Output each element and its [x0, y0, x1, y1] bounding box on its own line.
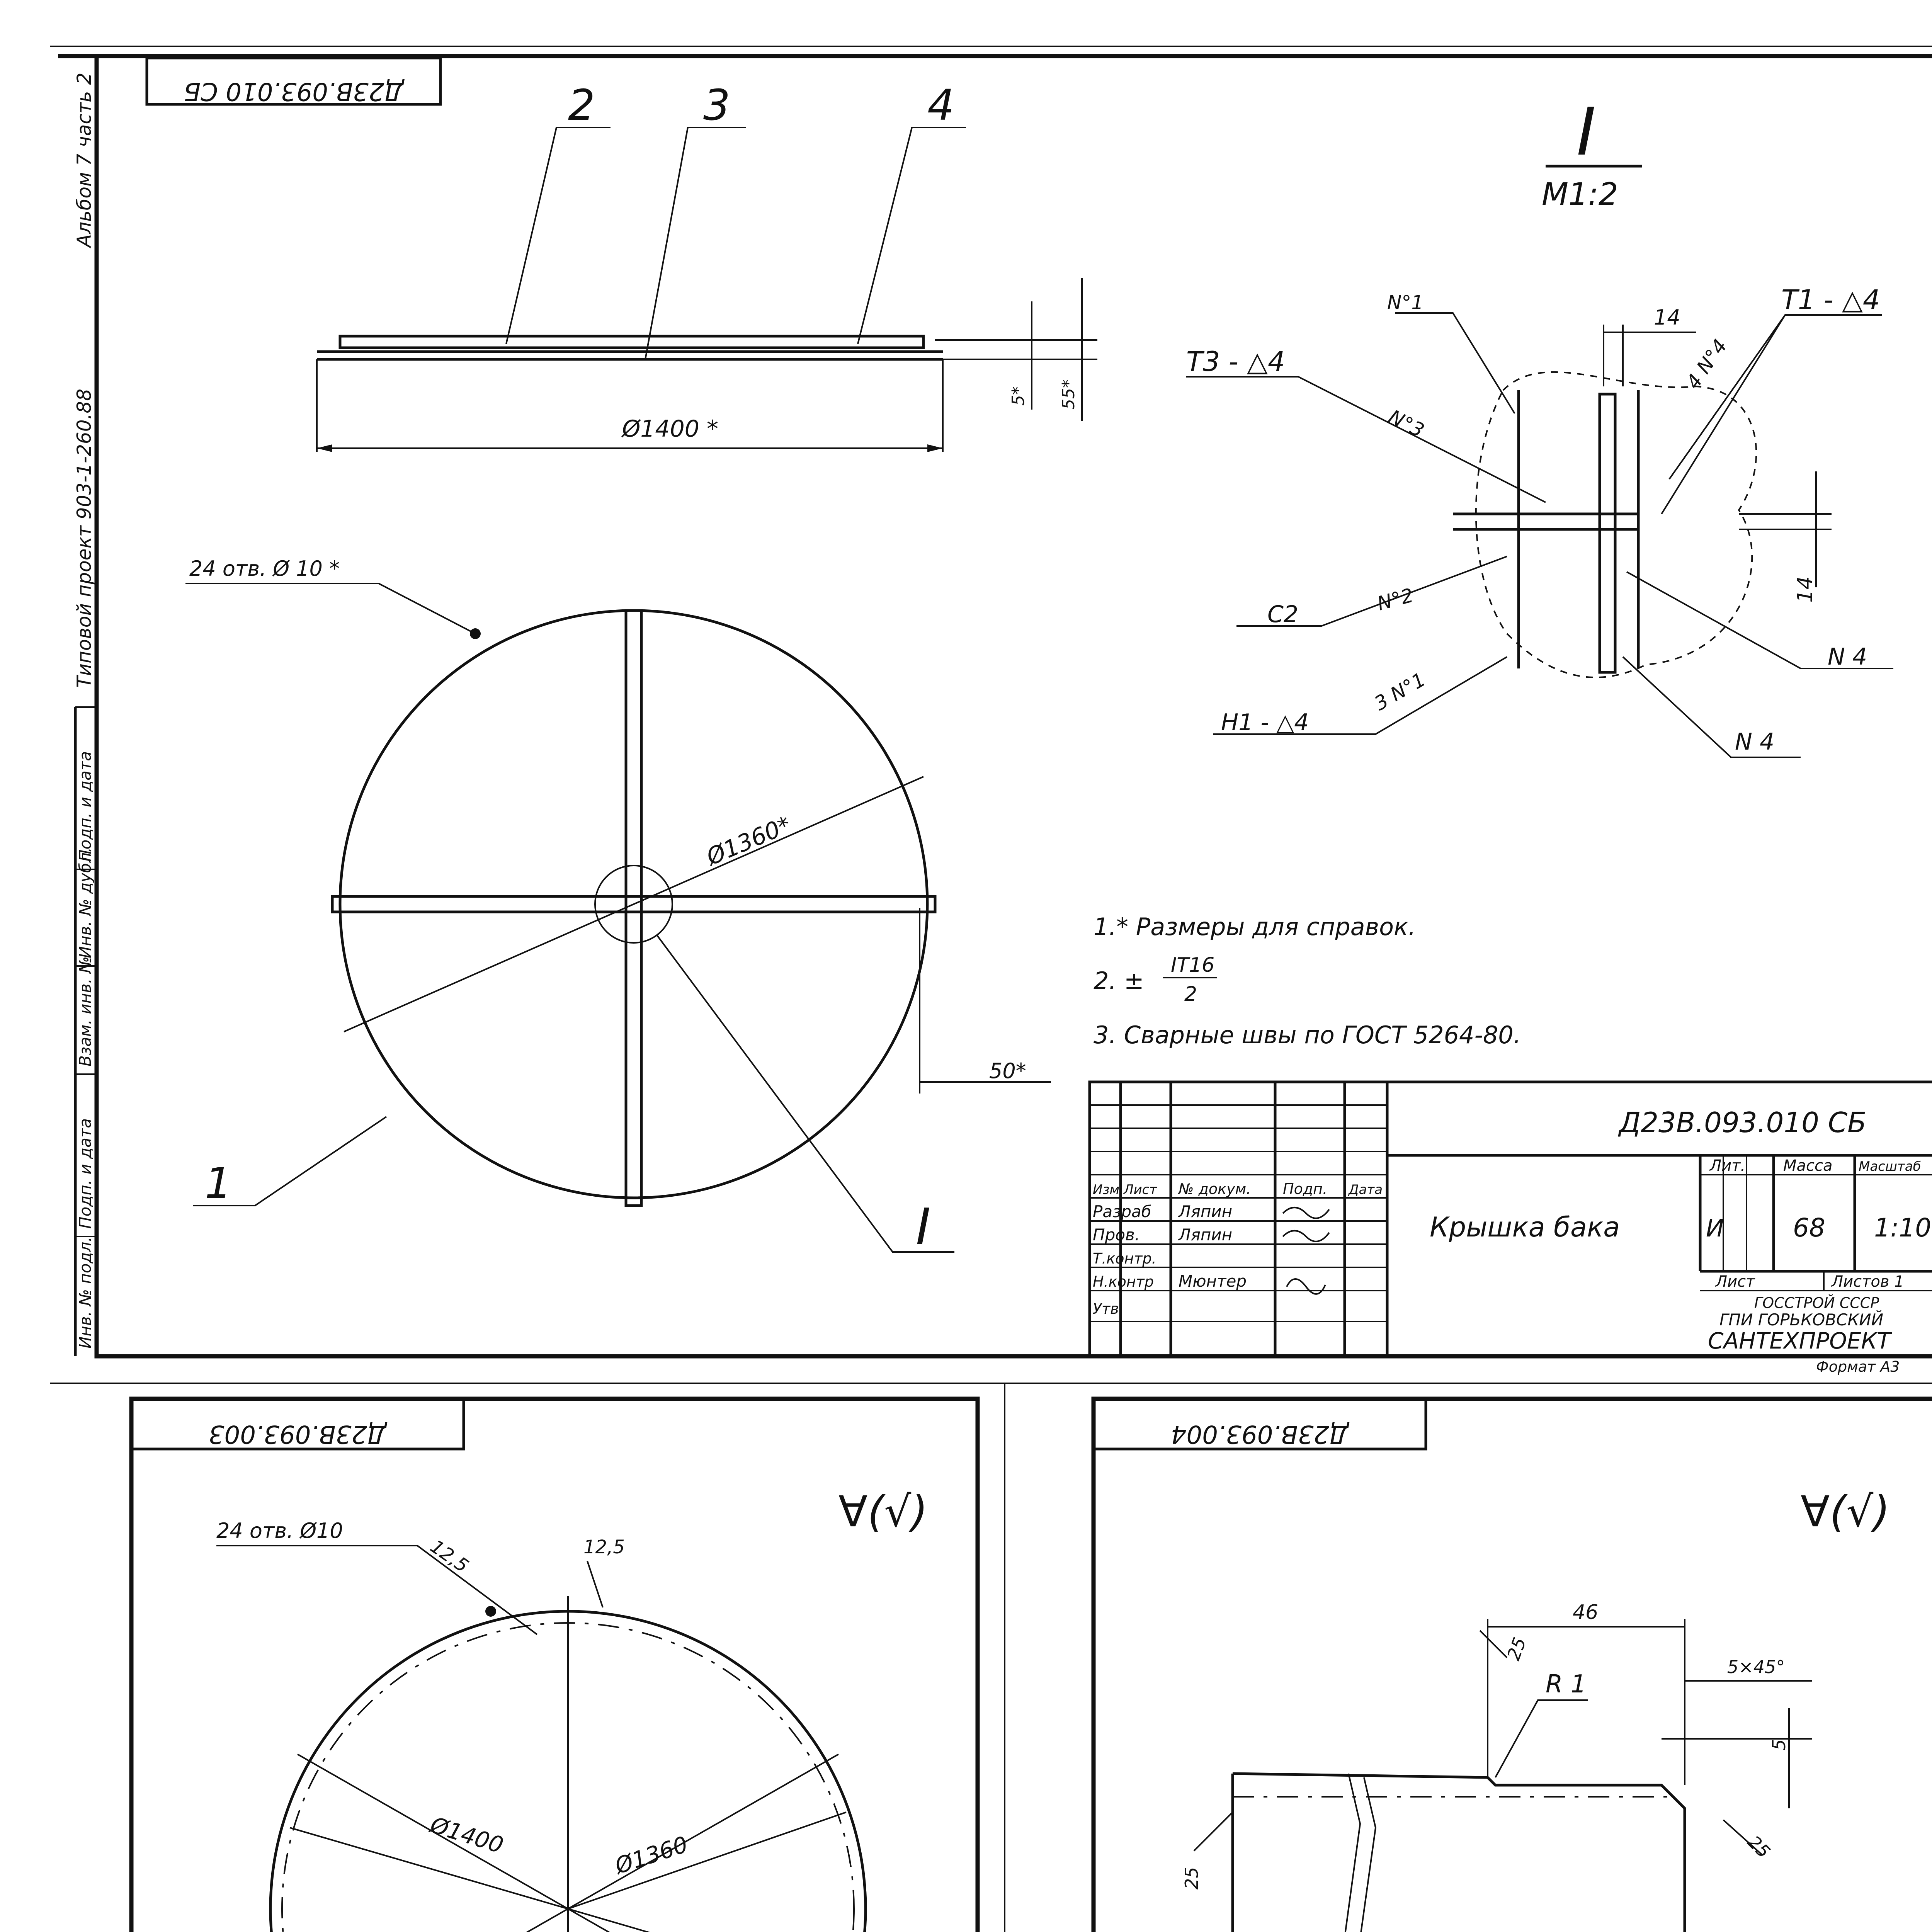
- roughness-mark: ∀(√): [1801, 1487, 1890, 1536]
- detail-title: I: [1577, 94, 1596, 170]
- detail-n1: N°1: [1387, 291, 1424, 314]
- detail-c2: С2: [1267, 601, 1299, 628]
- dim-50: 50*: [989, 1059, 1026, 1083]
- tb-org3: САНТЕХПРОЕКТ: [1708, 1328, 1891, 1354]
- album-label: Альбом 7 часть 2: [73, 72, 95, 247]
- margin-label: Инв. № дубл.: [76, 847, 95, 958]
- tb-prov-name: Ляпин: [1179, 1225, 1233, 1244]
- tb-scale: Масштаб: [1859, 1159, 1921, 1174]
- detail-n4b: N 4: [1828, 643, 1867, 670]
- margin-label: Инв. № подл.: [76, 1236, 95, 1349]
- note-2-den: 2: [1184, 983, 1197, 1006]
- tb-list: Лист: [1124, 1182, 1157, 1197]
- sheet1-scale: 1:10: [1874, 1213, 1932, 1243]
- tb-org2: ГПИ ГОРЬКОВСКИЙ: [1719, 1310, 1884, 1329]
- dim-chamfer: 5×45°: [1727, 1656, 1785, 1677]
- note-2-num: IT16: [1171, 954, 1215, 977]
- dim-d1360: Ø1360*: [702, 811, 795, 871]
- dim-holes: 24 отв. Ø 10 *: [189, 556, 340, 581]
- dim-125a: 12,5: [426, 1535, 473, 1577]
- detail-scale: М1:2: [1542, 176, 1618, 212]
- sheet1-code: Д23В.093.010 СБ: [1619, 1106, 1867, 1139]
- tb-org1: ГОССТРОЙ СССР: [1754, 1294, 1879, 1311]
- sheet1-stamp: Д23В.093.010 СБ: [184, 77, 404, 105]
- callout-4: 4: [927, 80, 954, 130]
- sheet2-stamp: Д23В.093.003: [208, 1420, 387, 1448]
- tb-mass: Масса: [1783, 1157, 1833, 1175]
- callout-2: 2: [568, 80, 595, 130]
- note-1: 1.* Размеры для справок.: [1094, 913, 1416, 941]
- margin-label: Подп. и дата: [76, 751, 95, 862]
- dim-d1400: Ø1400 *: [622, 415, 718, 442]
- sheet1-format: Формат А3: [1816, 1358, 1900, 1375]
- detail-n4c: N 4: [1735, 728, 1775, 755]
- dim-5: 5: [1769, 1739, 1789, 1750]
- callout-1: 1: [205, 1158, 232, 1208]
- tb-razrab-name: Ляпин: [1179, 1202, 1233, 1221]
- lid-side-view: [317, 80, 1097, 452]
- view-mark: I: [916, 1197, 931, 1256]
- tb-sign: Подп.: [1283, 1180, 1328, 1197]
- tb-razrab: Разраб: [1093, 1202, 1151, 1221]
- margin-label: Взам. инв. №: [76, 956, 95, 1066]
- tb-lit: Лит.: [1710, 1157, 1746, 1175]
- tb-nkontr: Н.контр: [1093, 1273, 1154, 1290]
- dim-d1400: Ø1400: [427, 1811, 507, 1859]
- tb-tkontr: Т.контр.: [1093, 1250, 1156, 1267]
- dim-25b: 25: [1743, 1831, 1774, 1862]
- dim-d1360: Ø1360: [612, 1831, 691, 1879]
- tb-sheet: Лист: [1716, 1273, 1755, 1291]
- notes: [1094, 913, 1521, 1049]
- detail-h1: Н1 - △4: [1221, 709, 1309, 736]
- project-number: Типовой проект 903-1-260.88: [73, 388, 95, 688]
- tb-izm: Изм: [1093, 1182, 1120, 1197]
- detail-n3: N°3: [1385, 405, 1428, 442]
- tb-doc: № докум.: [1179, 1180, 1251, 1197]
- sheet3-stamp: Д23В.093.004: [1170, 1420, 1349, 1448]
- tb-nkontr-name: Мюнтер: [1179, 1272, 1247, 1291]
- margin-label: Подп. и дата: [76, 1118, 95, 1229]
- tb-sheets: Листов 1: [1832, 1273, 1904, 1291]
- sheet-lid-part: [75, 1399, 978, 1932]
- detail-n4a: 4 N°4: [1682, 335, 1732, 393]
- detail-n2: N°2: [1375, 584, 1416, 615]
- sheet-tie-part: [1036, 1399, 1932, 1932]
- note-3: 3. Сварные швы по ГОСТ 5264-80.: [1094, 1021, 1521, 1049]
- detail-n3b: 3 N°1: [1371, 668, 1429, 715]
- note-2: 2. ±: [1094, 967, 1144, 995]
- tb-date: Дата: [1349, 1182, 1383, 1197]
- tie-angle-drawing: [1181, 1601, 1812, 1932]
- sheet1-name: Крышка бака: [1430, 1211, 1620, 1243]
- callout-3: 3: [703, 80, 730, 130]
- dim-holes: 24 отв. Ø10: [216, 1519, 343, 1543]
- detail-t3: Т3 - △4: [1186, 346, 1285, 378]
- dim-25c: 25: [1181, 1867, 1202, 1889]
- dim-5: 5*: [1009, 386, 1028, 406]
- tb-prov: Пров.: [1093, 1225, 1140, 1244]
- lid-plan-view: [185, 556, 1051, 1256]
- lid-disc: [216, 1519, 866, 1932]
- sheet1-lit: И: [1706, 1214, 1724, 1242]
- dim-r1: R 1: [1546, 1670, 1587, 1699]
- detail-14b: 14: [1793, 576, 1817, 603]
- detail-14a: 14: [1654, 305, 1680, 330]
- dim-55: 55*: [1059, 379, 1078, 410]
- detail-view-I: [1186, 94, 1893, 757]
- dim-125b: 12,5: [583, 1536, 625, 1558]
- sheet1-mass: 68: [1793, 1213, 1825, 1243]
- roughness-mark: ∀(√): [838, 1487, 928, 1536]
- tb-utv: Утв.: [1093, 1300, 1124, 1317]
- dim-46: 46: [1573, 1601, 1599, 1624]
- dim-25a: 25: [1503, 1634, 1531, 1663]
- title-block-sheet1: [1090, 1082, 1932, 1375]
- detail-t1: Т1 - △4: [1781, 284, 1880, 316]
- sheet-assembly: [50, 46, 1932, 1375]
